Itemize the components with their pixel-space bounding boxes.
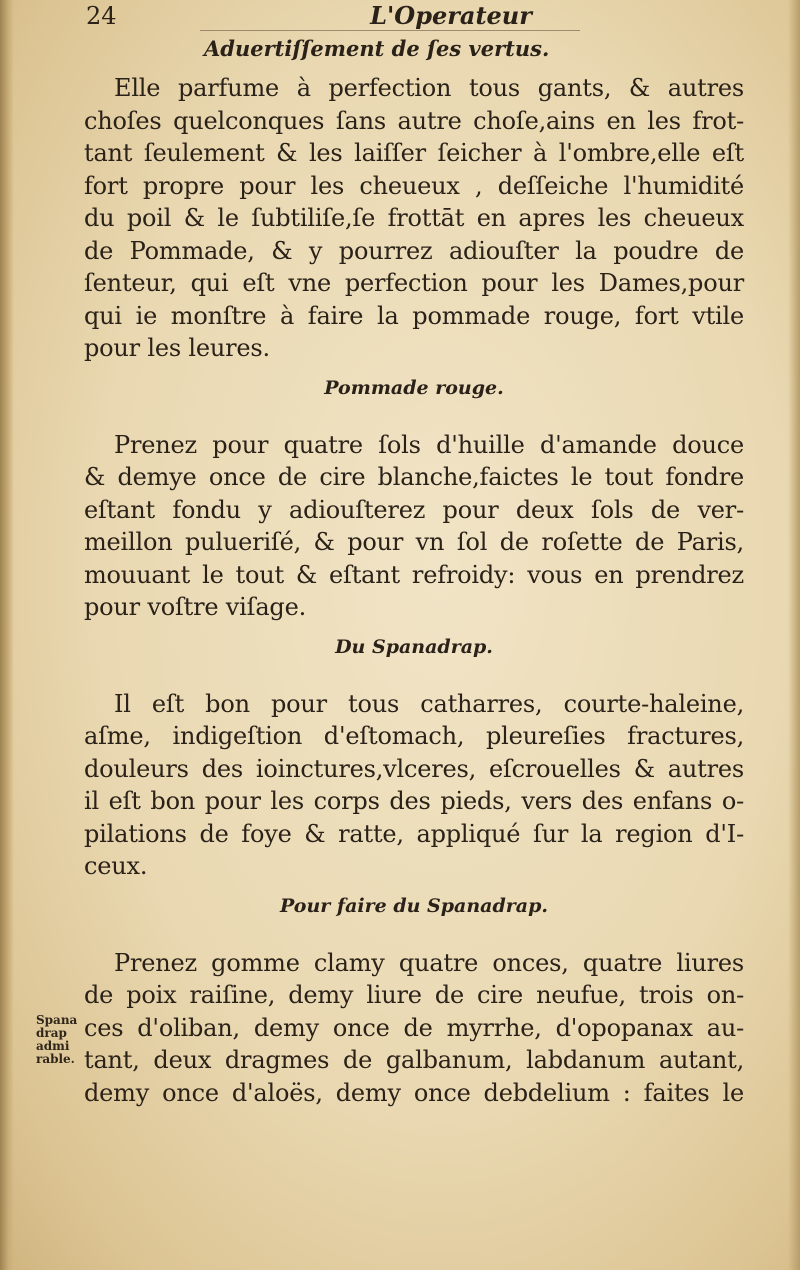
text-line: de poix raiſine, demy liure de cire neufue, trois on- [84,981,744,1009]
text-line: pour voſtre viſage. [84,593,307,621]
page-number: 24 [86,2,117,30]
text-line: choſes quelconques ſans autre choſe,ains en les frot- [84,106,744,135]
text-line: du poil & le ſubtiliſe,ſe frottāt en apres les cheueux [84,204,744,232]
text-line: & demye once de cire blanche,faictes le tout fondre [84,463,744,491]
text-line: eſtant fondu y adiouſterez pour deux ſols de ver- [84,495,744,524]
text-line: ces d'oliban, demy once de myrrhe, d'opopanax au- [84,1013,744,1042]
text-line: de Pommade, & y pourrez adiouſter la poudre de [84,236,744,265]
paragraph-spanadrap [84,688,744,883]
text-line: qui ie monſtre à faire la pommade rouge, fort vtile [84,301,744,330]
text-line: pour les leures. [84,334,270,362]
paragraph-advertisement [84,72,744,365]
text-line: il eſt bon pour les corps des pieds, vers des enfans o- [84,787,744,815]
text-line: meillon pulueriſé, & pour vn ſol de roſette de Paris, [84,528,744,556]
page-gutter-shadow [0,0,14,1270]
margin-note-line: rable. [36,1052,75,1066]
text-line: tant, deux dragmes de galbanum, labdanum autant, [84,1046,744,1074]
section-title-advertisement: Aduertiſſement de ſes vertus. [204,36,550,61]
text-line: mouuant le tout & eſtant refroidy: vous en prendrez [84,560,744,589]
section-title-pommade-rouge: Pommade rouge. [324,376,504,399]
text-line: douleurs des ioinctures,vlceres, eſcrouelles & autres [84,754,744,783]
text-line: Il eſt bon pour tous catharres, courte-haleine, [114,689,744,718]
margin-note-line: admi [36,1039,70,1053]
text-line: aſme, indigeſtion d'eſtomach, pleureſies fractures, [84,722,744,750]
text-line: pilations de foye & ratte, appliqué ſur la region d'I- [84,819,744,848]
paragraph-pour-faire-spanadrap [84,947,744,1110]
page-body [84,36,744,1109]
header-rule [200,30,580,31]
text-line: tant ſeulement & les laiſſer ſeicher à l'ombre,elle eſt [84,139,744,167]
margin-note-line: drap [36,1026,67,1040]
section-title-spanadrap: Du Spanadrap. [335,635,493,658]
running-head: L'Operateur [370,1,532,30]
page-header [86,2,776,30]
margin-note-line: Spana [36,1013,78,1027]
margin-note [36,1014,82,1066]
paragraph-pommade-rouge [84,429,744,624]
section-title-pour-faire-spanadrap: Pour faire du Spanadrap. [280,894,548,917]
page-edge-shadow [788,0,800,1270]
text-line: ceux. [84,852,148,880]
text-line: Elle parfume à perfection tous gants, & autres [114,74,744,102]
text-line: ſenteur, qui eſt vne perfection pour les Dames,pour [84,269,744,297]
text-line: demy once d'aloës, demy once debdelium : faites le [84,1078,744,1107]
text-line: fort propre pour les cheueux , deſſeiche l'humidité [84,171,744,200]
text-line: Prenez gomme clamy quatre onces, quatre liures [114,948,744,977]
text-line: Prenez pour quatre ſols d'huille d'amande douce [114,430,744,459]
